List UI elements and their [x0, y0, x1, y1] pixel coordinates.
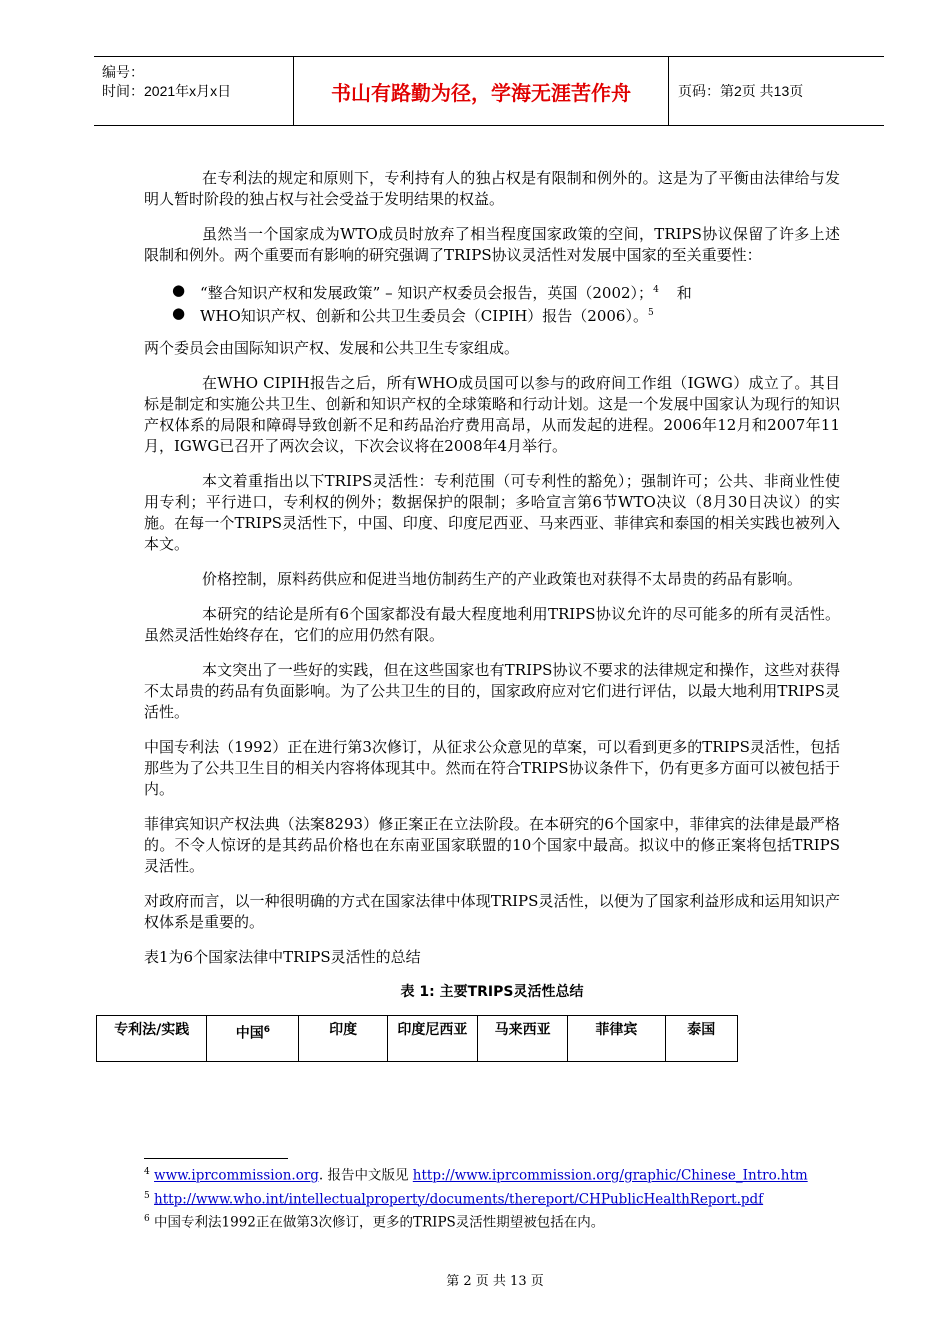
bullet-icon: ● [172, 304, 186, 322]
list-item: ● WHO知识产权、创新和公共卫生委员会（CIPIH）报告（2006）。$^5$ [172, 304, 654, 325]
table-header-cell: 印度 [299, 1016, 387, 1062]
footnote-link[interactable]: http://www.iprcommission.org/graphic/Chinese_Intro.htm [412, 1167, 808, 1184]
table-header-cell: 专利法/实践 [97, 1016, 207, 1062]
bullet-list [144, 280, 840, 326]
header-page-label: 页码：第2页 共13页 [678, 83, 804, 99]
paragraph: 对政府而言，以一种很明确的方式在国家法律中体现TRIPS灵活性，以便为了国家利益形成和运用知识产权体系是重要的。 [144, 892, 840, 931]
footnote-ref[interactable]: 5 [647, 308, 654, 318]
table-header-cell: 印度尼西亚 [387, 1016, 477, 1062]
footnote-link[interactable]: www.iprcommission.org [154, 1167, 319, 1184]
header-motto: 书山有路勤为径，学海无涯苦作舟 [294, 57, 669, 125]
list-item: ● “整合知识产权和发展政策” – 知识产权委员会报告，英国（2002）；$^4$ 和 [172, 281, 692, 302]
paragraph: 本研究的结论是所有6个国家都没有最大程度地利用TRIPS协议允许的尽可能多的所有灵活性。虽然灵活性始终存在，它们的应用仍然有限。 [144, 605, 840, 644]
paragraph: 本文突出了一些好的实践，但在这些国家也有TRIPS协议不要求的法律规定和操作，这些对获得不太昂贵的药品有负面影响。为了公共卫生的目的，国家政府应对它们进行评估，以最大地利用TRIPS灵活性。 [144, 661, 840, 721]
footnote-4: $^4$ www.iprcommission.org. 报告中文版见 http://www.iprcommission.org/graphic/Chinese_Intro.htm [144, 1167, 808, 1184]
summary-table [96, 1015, 738, 1062]
footnote-ref[interactable]: 4 [653, 285, 659, 295]
table-header-row [97, 1016, 738, 1062]
footnotes [144, 1162, 864, 1233]
bullet-icon: ● [172, 281, 186, 299]
paragraph: 本文着重指出以下TRIPS灵活性：专利范围（可专利性的豁免）；强制许可；公共、非商业性使用专利；平行进口，专利权的例外；数据保护的限制；多哈宣言第6节WTO决议（8月30日决议）的实施。在每一个TRIPS灵活性下，中国、印度、印度尼西亚、马来西亚、菲律宾和泰国的相关实践也被列入本文。 [144, 472, 840, 553]
footnote-5: $^5$ http://www.who.int/intellectualproperty/documents/thereport/CHPublicHealthReport.pdf [144, 1190, 764, 1207]
table-header-cell: 泰国 [665, 1016, 737, 1062]
page-number: 第 2 页 共 13 页 [446, 1274, 544, 1289]
footnote-divider [144, 1158, 288, 1159]
header-meta [94, 57, 294, 125]
number-label: 编号： [102, 64, 144, 80]
document-body [114, 168, 840, 1062]
page-footer [0, 1270, 950, 1289]
paragraph: 中国专利法（1992）正在进行第3次修订，从征求公众意见的草案，可以看到更多的TRIPS灵活性，包括那些为了公共卫生目的相关内容将体现其中。然而在符合TRIPS协议条件下，仍有更多方面可以被包括于内。 [144, 738, 840, 798]
footnote-6: $^6$ 中国专利法1992正在做第3次修订，更多的TRIPS灵活性期望被包括在内。 [144, 1214, 605, 1231]
page-header [94, 56, 884, 126]
paragraph: 表1为6个国家法律中TRIPS灵活性的总结 [144, 948, 421, 966]
paragraph: 在WHO CIPIH报告之后，所有WHO成员国可以参与的政府间工作组（IGWG）成立了。其目标是制定和实施公共卫生、创新和知识产权的全球策略和行动计划。这是一个发展中国家认为现行的知识产权体系的局限和障碍导致创新不足和药品治疗费用高昂，从而发起的进程。2006年12月和2007年11月，IGWG已召开了两次会议，下次会议将在2008年4月举行。 [144, 374, 840, 455]
footnote-link[interactable]: http://www.who.int/intellectualproperty/documents/thereport/CHPublicHealthReport.pdf [154, 1191, 764, 1207]
paragraph: 在专利法的规定和原则下，专利持有人的独占权是有限制和例外的。这是为了平衡由法律给与发明人暂时阶段的独占权与社会受益于发明结果的权益。 [144, 169, 840, 208]
paragraph: 两个委员会由国际知识产权、发展和公共卫生专家组成。 [144, 339, 520, 357]
table-header-cell: 中国$^6$ [207, 1016, 299, 1062]
table-header-cell: 马来西亚 [478, 1016, 568, 1062]
table-caption: 表 1: 主要TRIPS灵活性总结 [400, 984, 584, 1000]
time-label: 时间：2021年x月x日 [102, 83, 232, 99]
paragraph: 价格控制，原料药供应和促进当地仿制药生产的产业政策也对获得不太昂贵的药品有影响。 [202, 570, 803, 588]
paragraph: 菲律宾知识产权法典（法案8293）修正案正在立法阶段。在本研究的6个国家中，菲律宾的法律是最严格的。不令人惊讶的是其药品价格也在东南亚国家联盟的10个国家中最高。拟议中的修正案将包括TRIPS灵活性。 [144, 815, 840, 875]
footnote-ref[interactable]: 6 [263, 1025, 271, 1035]
table-header-cell: 菲律宾 [568, 1016, 665, 1062]
paragraph: 虽然当一个国家成为WTO成员时放弃了相当程度国家政策的空间，TRIPS协议保留了许多上述限制和例外。两个重要而有影响的研究强调了TRIPS协议灵活性对发展中国家的至关重要性： [144, 225, 840, 264]
